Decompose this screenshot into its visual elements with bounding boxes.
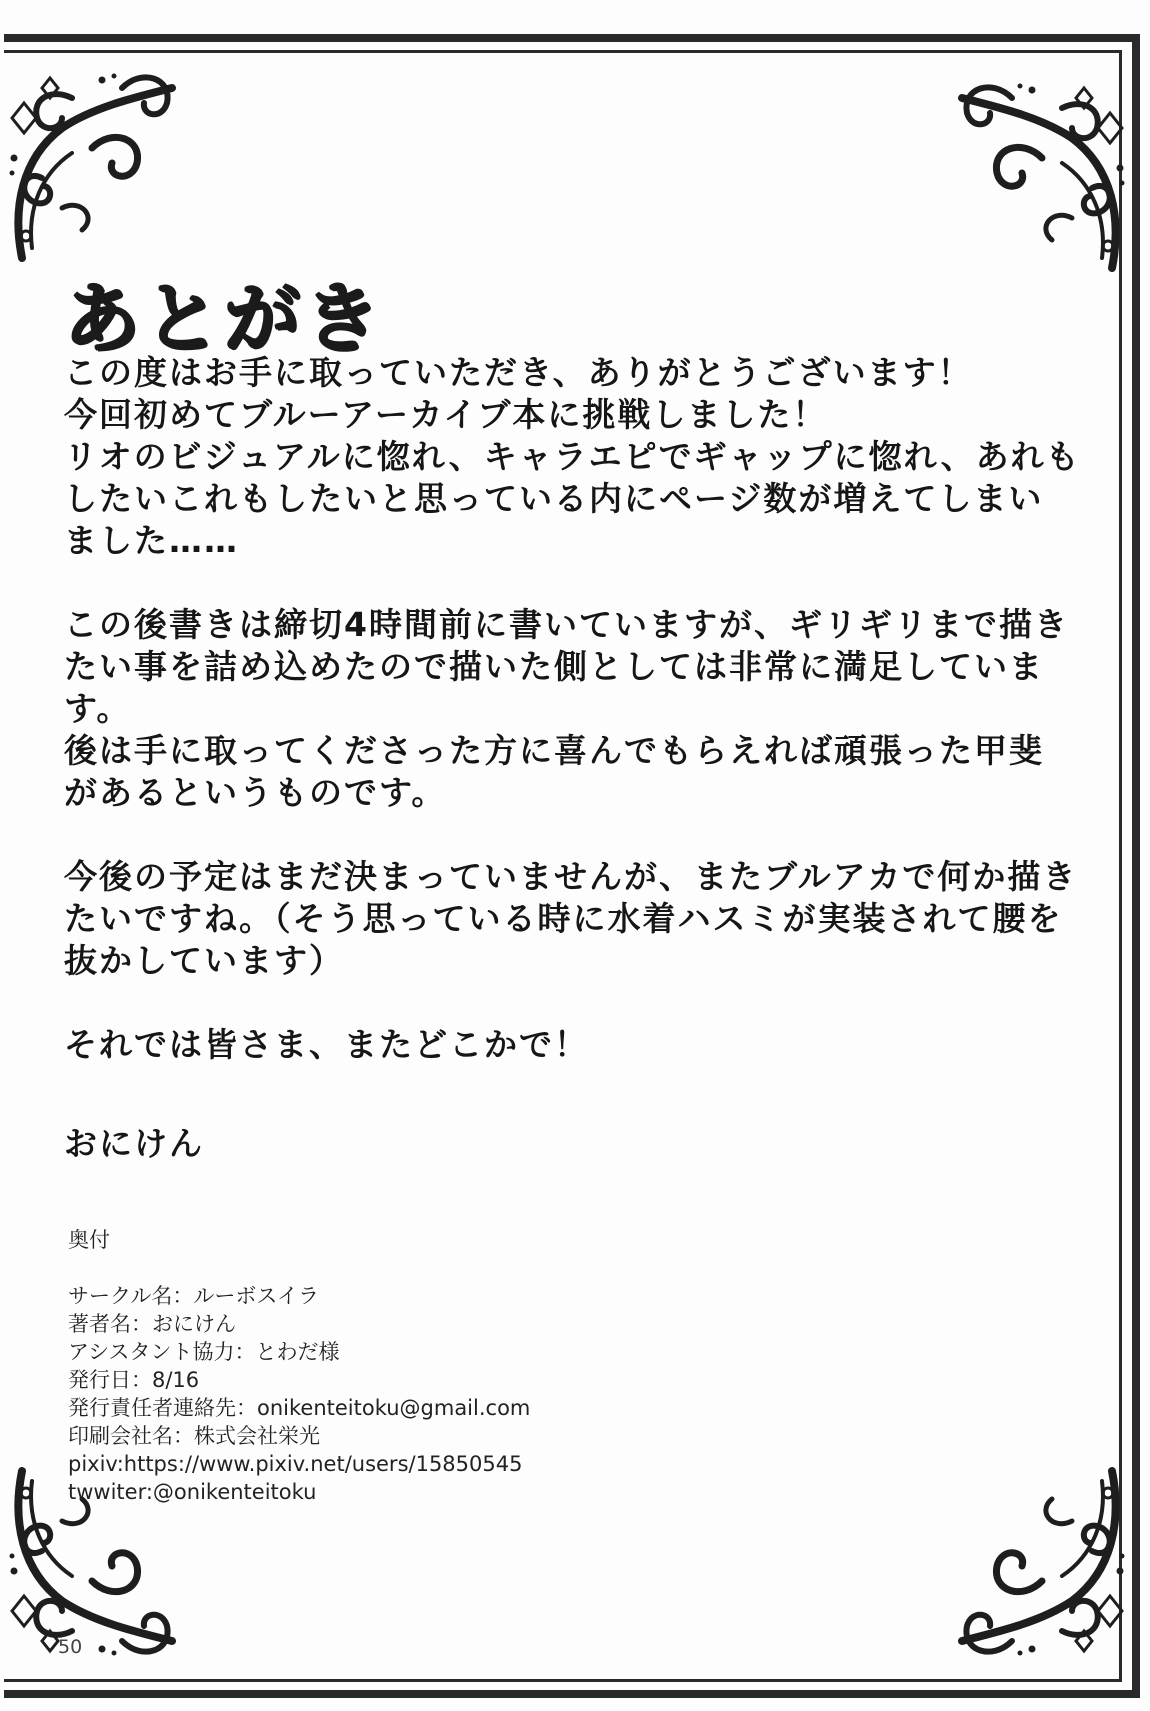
text-line: ました…… xyxy=(64,521,239,560)
colophon-row: アシスタント協力：とわだ様 xyxy=(68,1340,340,1364)
text-line: 今回初めてブルーアーカイブ本に挑戦しました！ xyxy=(64,395,828,434)
author-signature: おにけん xyxy=(64,1124,204,1163)
text-line: 今後の予定はまだ決まっていませんが、またブルアカで何か描き xyxy=(64,857,1078,896)
page-number: 50 xyxy=(58,1636,83,1658)
colophon-row: 発行日：8/16 xyxy=(68,1368,200,1392)
colophon-row: 著者名：おにけん xyxy=(68,1312,236,1336)
text-line: この後書きは締切4時間前に書いていますが、ギリギリまで描き xyxy=(64,605,1069,644)
colophon-pixiv-link: pixiv:https://www.pixiv.net/users/15850545 xyxy=(68,1452,523,1476)
paragraph xyxy=(64,856,1078,982)
paragraph xyxy=(64,604,1074,814)
text-line: たいですね。（そう思っている時に水着ハスミが実装されて腰を xyxy=(64,899,1063,938)
ornament-corner-icon xyxy=(2,58,202,268)
text-line: 後は手に取ってくださった方に喜んでもらえれば頑張った甲斐 xyxy=(64,731,1044,770)
text-line: があるというものです。 xyxy=(64,773,447,812)
text-line: 抜かしています） xyxy=(64,941,344,980)
afterword-body xyxy=(64,352,1081,1108)
text-line: す。 xyxy=(64,689,132,728)
text-line: したいこれもしたいと思っている内にページ数が増えてしまい xyxy=(64,479,1044,518)
colophon-row: 印刷会社名：株式会社栄光 xyxy=(68,1424,320,1448)
colophon-twitter-handle: twwiter:@onikenteitoku xyxy=(68,1480,317,1504)
colophon-row: サークル名：ルーボスイラ xyxy=(68,1284,319,1308)
colophon-heading: 奥付 xyxy=(68,1228,110,1252)
text-line: この度はお手に取っていただき、ありがとうございます！ xyxy=(64,353,973,392)
ornament-corner-icon xyxy=(932,68,1132,278)
text-line: たい事を詰め込めたので描いた側としては非常に満足していま xyxy=(64,647,1044,686)
page-title: あとがき xyxy=(64,273,384,363)
ornament-corner-icon xyxy=(932,1461,1132,1671)
paragraph xyxy=(64,1024,1074,1066)
text-line: リオのビジュアルに惚れ、キャラエピでギャップに惚れ、あれも xyxy=(64,437,1081,476)
text-line: それでは皆さま、またどこかで！ xyxy=(64,1025,589,1064)
paragraph xyxy=(64,352,1081,562)
colophon xyxy=(68,1226,530,1506)
colophon-contact-email: 発行責任者連絡先：onikenteitoku@gmail.com xyxy=(68,1396,531,1420)
